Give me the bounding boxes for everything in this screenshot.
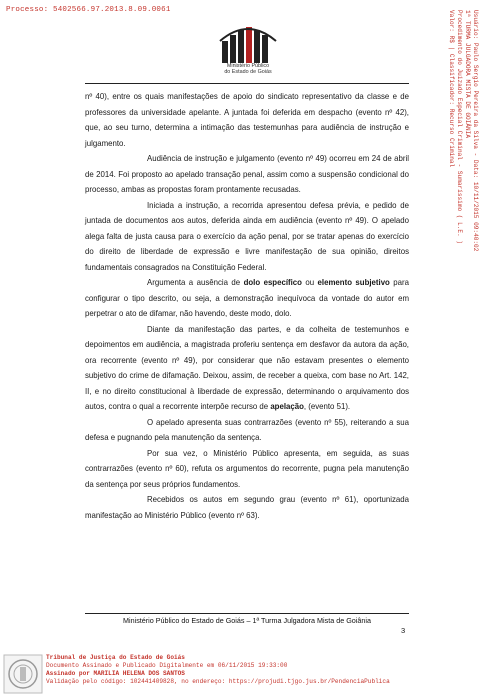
paragraph-1: nº 40), entre os quais manifestações de apoio do sindicato representativo da classe e de professores da universidade apelante. A juntada foi deferida em despacho (evento nº 42), que, ao seu turno, determina a intimação das testemunhas para audiência de instrução e julgamento. [85,92,409,148]
p4-text-c: ou [301,278,318,287]
mp-goias-logo [205,23,291,81]
paragraph-2: Audiência de instrução e julgamento (evento nº 49) ocorreu em 24 de abril de 2014. Foi proposto ao apelado transação penal, assim como a suspensão condicional do processo, ambas as propostas foram prontamente recusadas. [85,154,409,194]
stamp-text [46,654,390,686]
stamp-line1: Tribunal de Justiça do Estado de Goiás [46,654,185,661]
footer-divider [85,613,409,614]
process-number: Processo: 5402566.97.2013.8.09.0061 [6,6,171,14]
paragraph-6: O apelado apresenta suas contrarrazões (evento nº 55), reiterando a sua defesa e pugnando pela manutenção da sentença. [85,417,409,442]
p5-text-a: Diante da manifestação das partes, e da colheita de testemunhos e depoimentos em audiência, a magistrada proferiu sentença em desfavor da autora da ação, ora recorrente (evento nº 49), por considerar que não estavam presentes o elemento subjetivo do crime de difamação. Deixou, assim, de receber a queixa, com base no Art. 142, II, e no direito constitucional à liberdade de expressão, determinando o arquivamento dos autos, contra o qual a recorrente interpôe recurso de [85,324,409,411]
logo-text-line1: Ministério Público [226,63,270,69]
paragraph-5 [85,322,409,415]
page-number: 3 [401,626,406,635]
stamp-line3: Assinado por MARILIA HELENA DOS SANTOS [46,670,185,677]
logo-text-line2: do Estado de Goiás [224,69,272,75]
tjgo-seal-icon [3,654,43,694]
document-body [85,89,409,523]
header-divider [85,83,409,84]
p4-bold-dolo: dolo específico [243,278,302,287]
mp-goias-logo-icon [218,23,278,63]
side-stamp-line4: Usuário: Paulo Sergio Pereira da Silva - Data: 10/11/2015 09:40:02 [472,10,479,252]
paragraph-8: Recebidos os autos em segundo grau (evento nº 61), oportunizada manifestação ao Ministério Público (evento nº 63). [85,495,409,520]
p5-text-c: , (evento 51). [303,402,351,411]
side-stamp-line1: Valor: R$ | Classificador: Recurso Criminal [448,10,455,168]
p4-bold-elemento: elemento subjetivo [317,278,390,287]
paragraph-3: Iniciada a instrução, a recorrida apresentou defesa prévia, e pedido de juntada de documentos aos autos, deferida ainda em audiência (evento nº 49). O apelado alega falta de justa causa para o exercício da ação penal, por se tratar apenas do exercício do direito de liberdade de expressão e livre manifestação de sua opinião, direitos fundamentais consagrados na Constituição Federal. [85,200,409,272]
p4-text-e: para configurar o tipo descrito, ou seja, a demonstração inequívoca da vontade do autor em perpetrar o ato de difamar, não havendo, deste modo, dolo. [85,278,409,318]
p4-text-a: Argumenta a ausência de [147,278,244,287]
stamp-line2: Documento Assinado e Publicado Digitalmente em 06/11/2015 19:33:00 [46,662,288,669]
p5-bold-apelacao: apelação [270,402,304,411]
paragraph-4 [85,275,409,322]
footer-text: Ministério Público do Estado de Goiás – 1ª Turma Julgadora Mista de Goiânia [123,616,371,625]
stamp-line4: Validação pelo código: 102441409828, no endereço: https://projudi.tjgo.jus.br/PendenciaPublica [46,678,390,685]
digital-signature-stamp [0,652,495,695]
side-stamp-line2: Procedimento do Juizado Especial Criminal - Sumaríssimo ( L.E. ) [456,10,463,245]
paragraph-7: Por sua vez, o Ministério Público apresenta, em seguida, as suas contrarrazões (evento nº 60), refuta os argumentos do recorrente, pugna pela manutenção da sentença por seus próprios fundamentos. [85,448,409,489]
side-stamp-line3: 1ª TURMA JULGADORA MISTA DE GOIÂNIA [464,10,471,138]
